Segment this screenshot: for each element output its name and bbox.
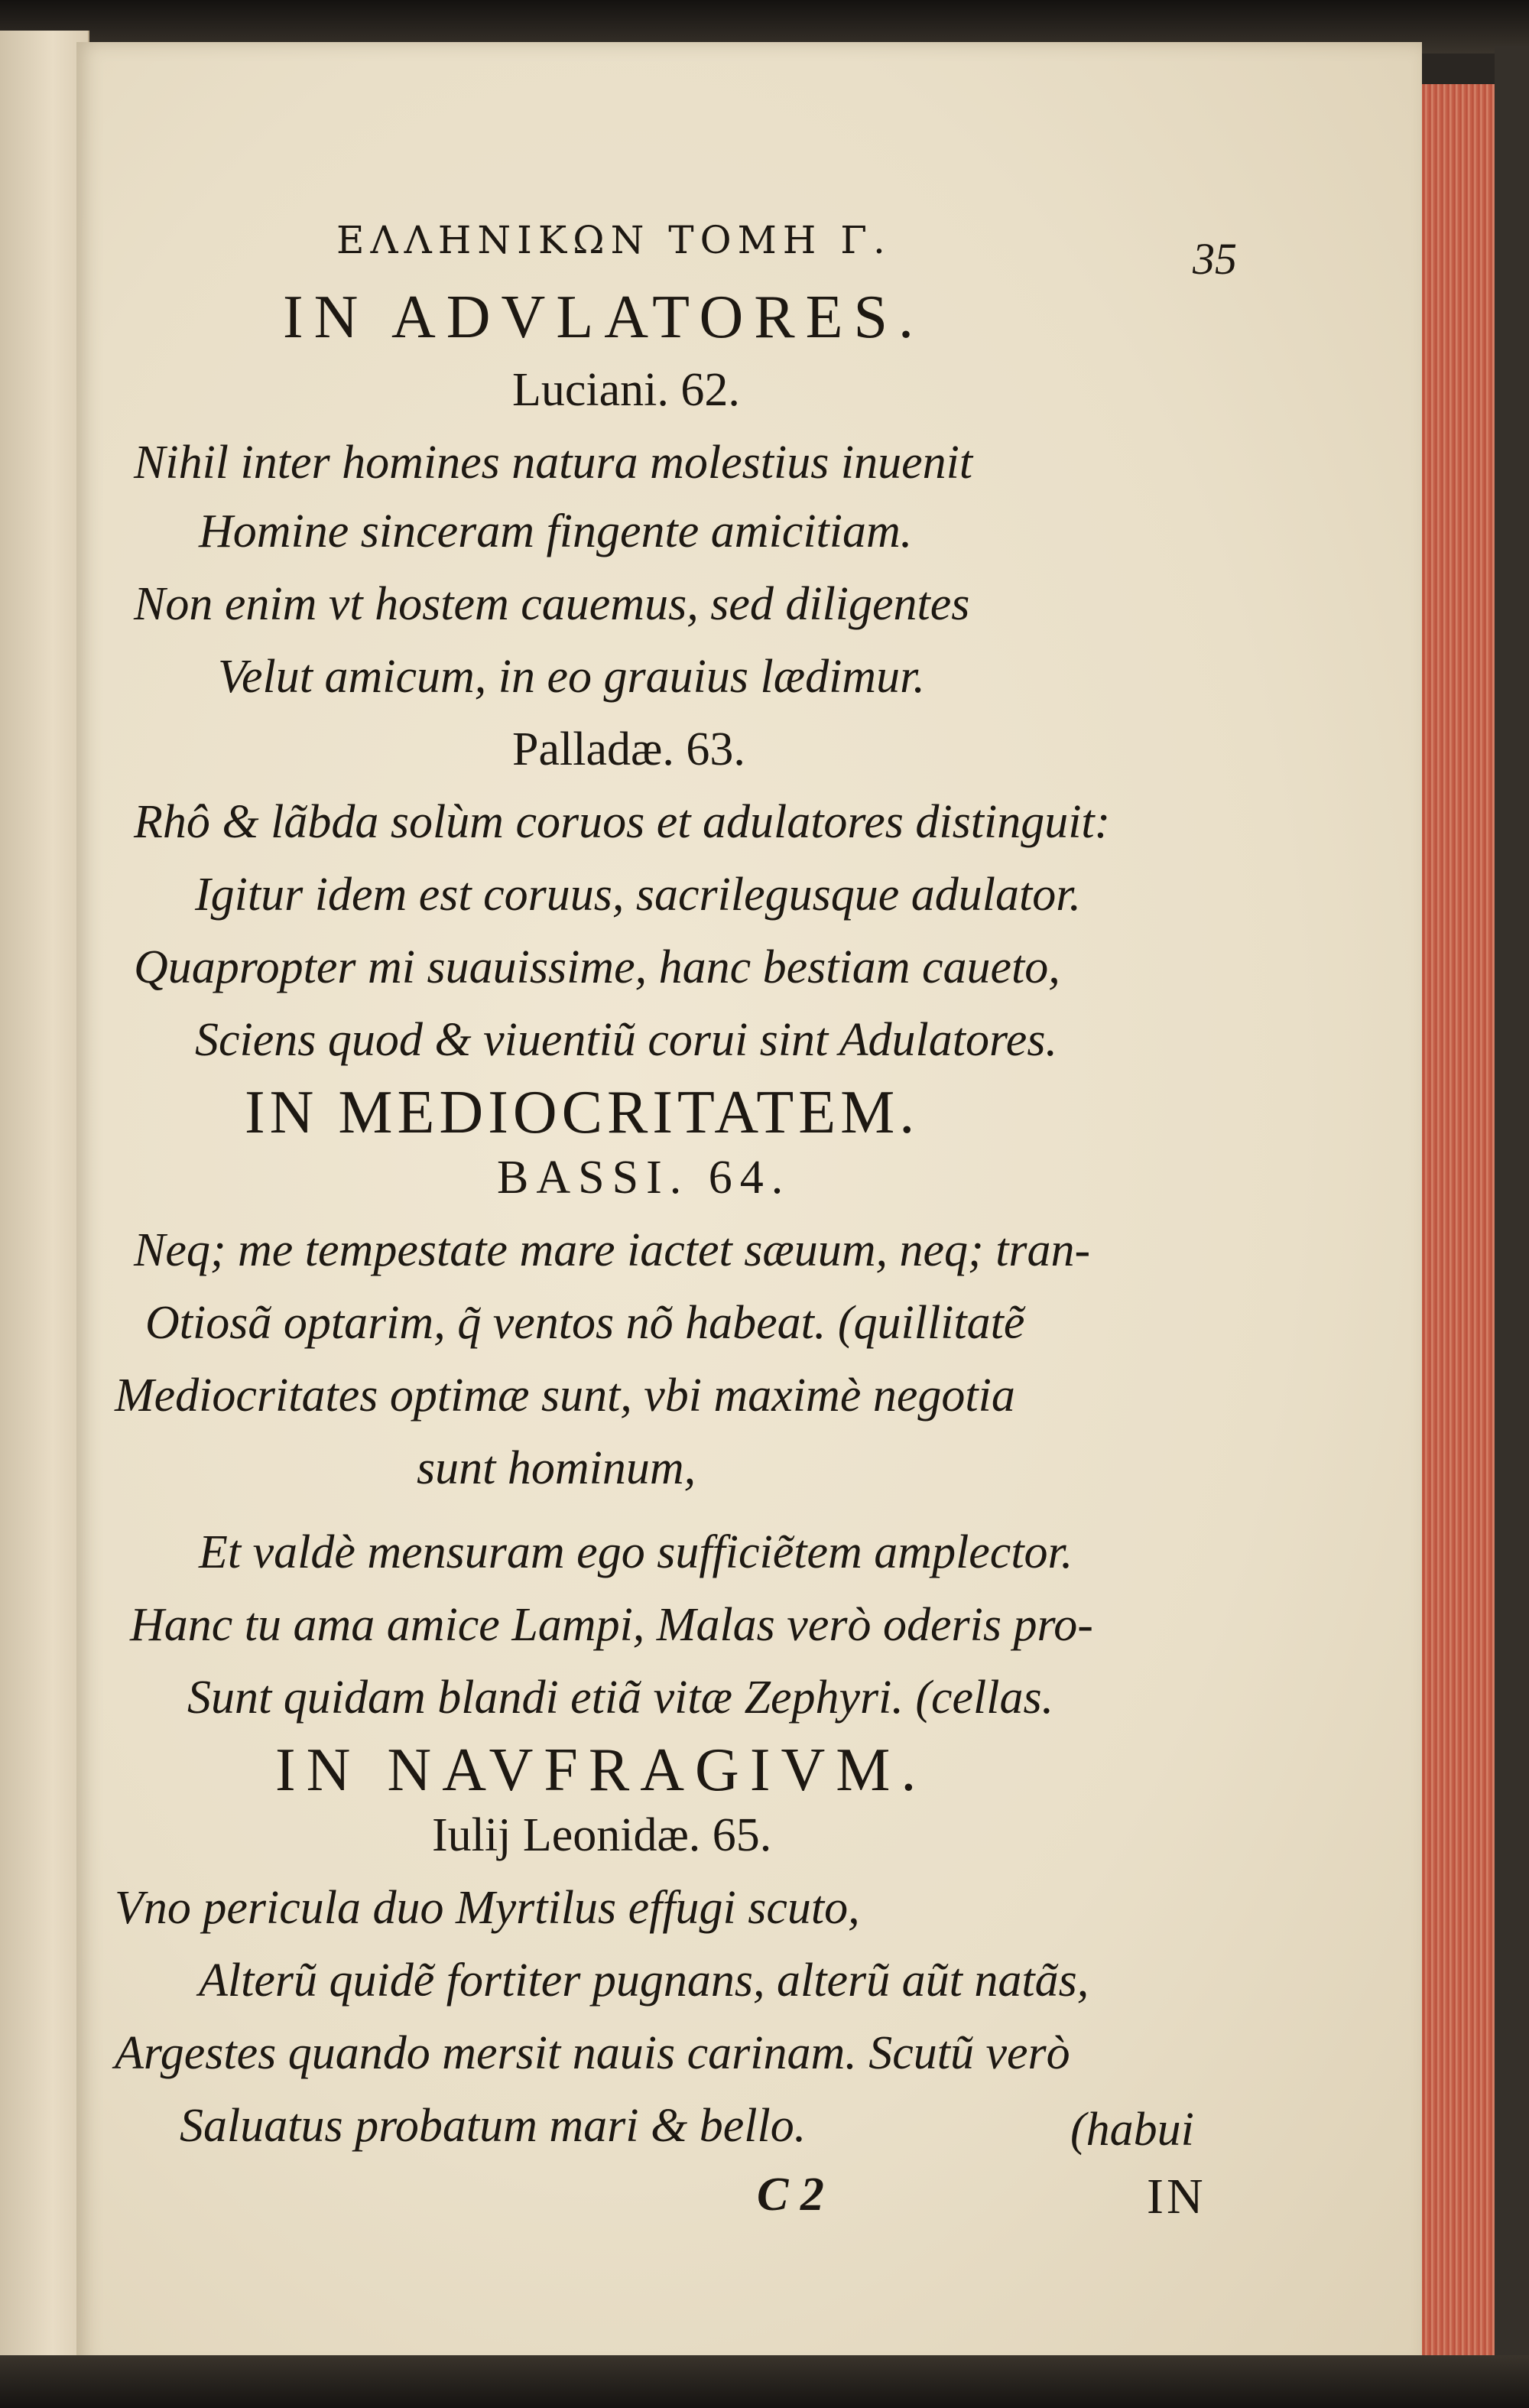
page-number: 35 xyxy=(1193,234,1237,284)
verse-line: Nihil inter homines natura molestius inuenit xyxy=(134,437,973,489)
verse-line: (habui xyxy=(1070,2104,1194,2156)
verse-line: Neq; me tempestate mare iactet sæuum, neq; tran- xyxy=(134,1224,1091,1276)
poem-author: Luciani. 62. xyxy=(512,364,740,416)
verse-line: Hanc tu ama amice Lampi, Malas verò oderis pro- xyxy=(130,1599,1093,1651)
verse-line: Rhô & lãbda solùm coruos et adulatores distinguit: xyxy=(134,796,1111,848)
poem-author: Palladæ. 63. xyxy=(512,723,745,775)
verse-line: Otiosã optarim, q̃ ventos nõ habeat. (quillitatẽ xyxy=(145,1297,1025,1349)
section-heading: IN NAVFRAGIVM. xyxy=(275,1737,927,1804)
book-cover-edge xyxy=(1495,46,1529,2371)
red-page-edges xyxy=(1422,84,1498,2367)
catchword: IN xyxy=(1147,2169,1206,2224)
verse-line: Homine sinceram fingente amicitiam. xyxy=(199,505,913,557)
verse-line: Quapropter mi suauissime, hanc bestiam caueto, xyxy=(134,941,1060,993)
verse-line: Alterũ quidẽ fortiter pugnans, alterũ aũt natãs, xyxy=(199,1955,1089,2007)
verse-line: Sunt quidam blandi etiã vitæ Zephyri. (cellas. xyxy=(187,1672,1054,1724)
book-page xyxy=(76,42,1422,2371)
section-heading: IN ADVLATORES. xyxy=(283,284,925,351)
verse-line: Non enim vt hostem cauemus, sed diligentes xyxy=(134,578,970,630)
verse-line: sunt hominum, xyxy=(417,1442,696,1494)
verse-line: Mediocritates optimæ sunt, vbi maximè negotia xyxy=(115,1370,1015,1422)
verse-line: Saluatus probatum mari & bello. xyxy=(180,2100,807,2152)
poem-author: BASSI. 64. xyxy=(497,1152,791,1204)
verse-line: Et valdè mensuram ego sufficiẽtem amplector. xyxy=(199,1526,1073,1578)
verse-line: Vno pericula duo Myrtilus effugi scuto, xyxy=(115,1882,860,1934)
verse-line: Argestes quando mersit nauis carinam. Scutũ verò xyxy=(115,2027,1070,2079)
book-shadow-bottom xyxy=(0,2355,1529,2408)
section-heading: IN MEDIOCRITATEM. xyxy=(245,1079,920,1146)
poem-author: Iulij Leonidæ. 65. xyxy=(432,1809,772,1861)
verse-line: Igitur idem est coruus, sacrilegusque adulator. xyxy=(195,869,1081,921)
running-head-title: ΕΛΛΗΝΙΚΩΝ ΤΟΜΗ Γ. xyxy=(336,218,891,262)
signature-mark: C 2 xyxy=(757,2169,824,2221)
verse-line: Sciens quod & viuentiũ corui sint Adulatores. xyxy=(195,1014,1057,1066)
verse-line: Velut amicum, in eo grauius lædimur. xyxy=(218,651,925,703)
